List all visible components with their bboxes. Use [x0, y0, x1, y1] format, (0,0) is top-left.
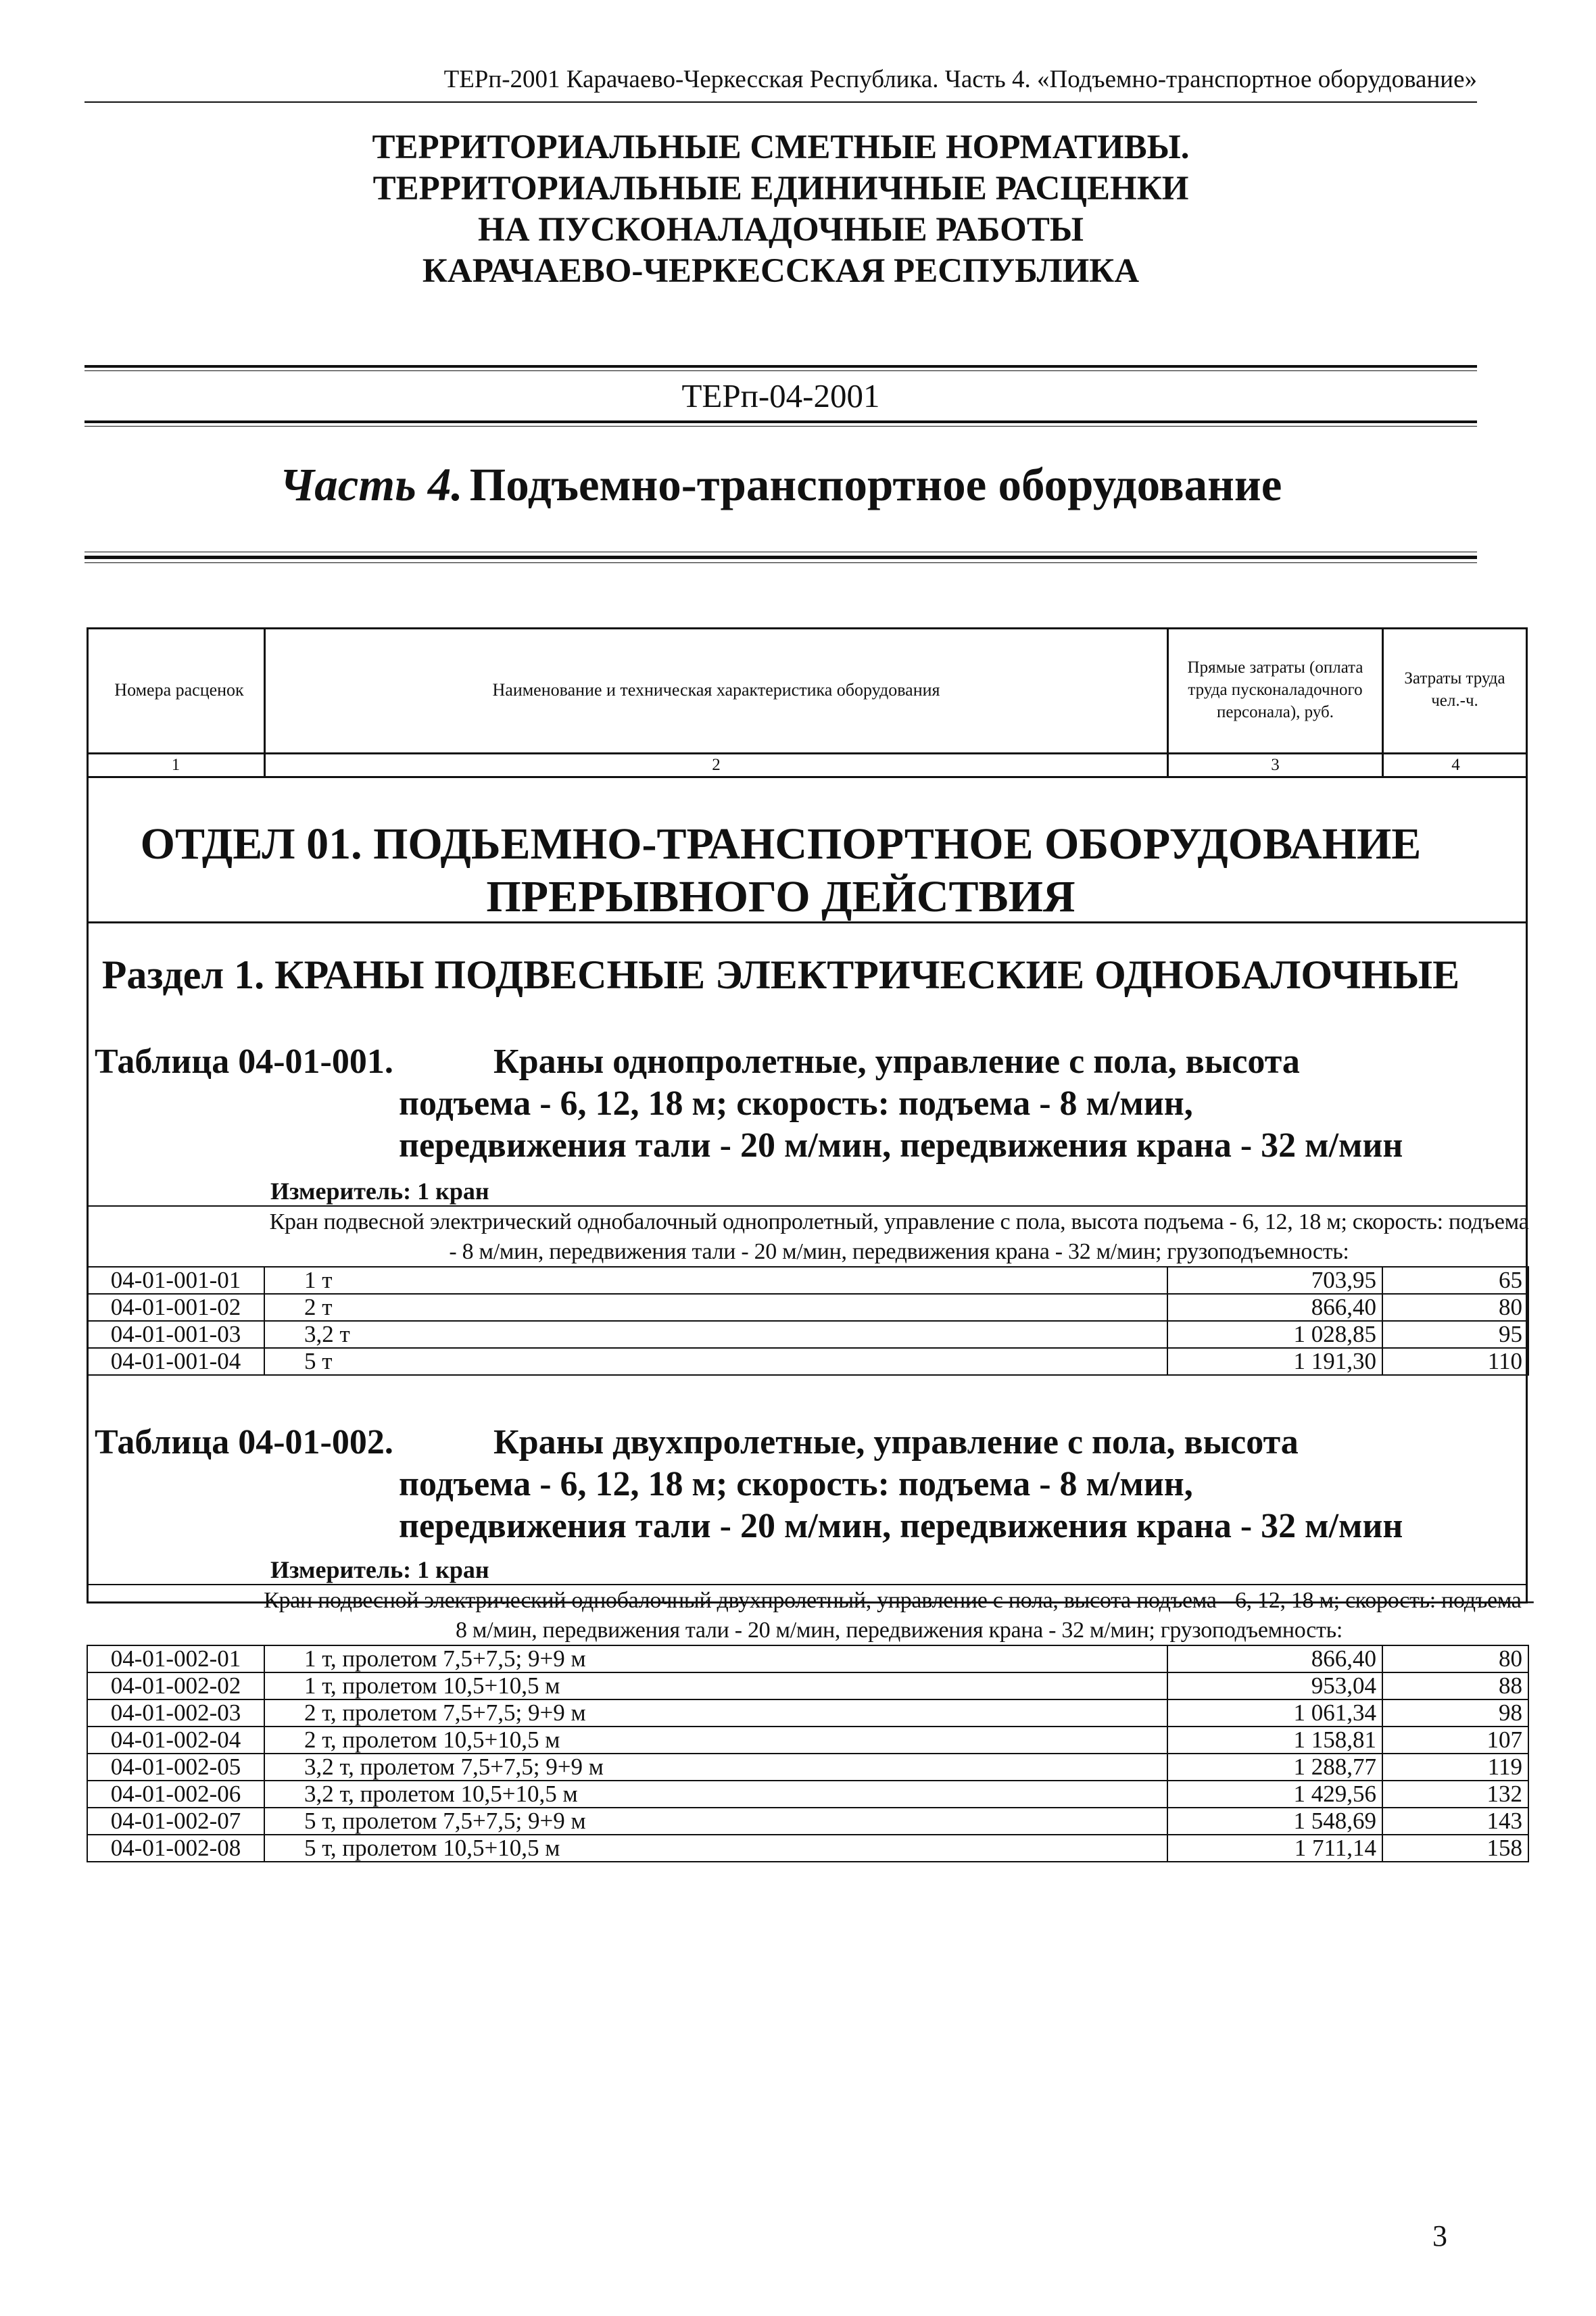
rate-code: 04-01-001-01 [87, 1267, 264, 1294]
rate-cost: 866,40 [1167, 1294, 1382, 1321]
column-number: 1 [171, 756, 180, 774]
table-title [95, 1041, 1521, 1176]
table-title-text: Краны однопролетные, управление с пола, высота подъема - 6, 12, 18 м; скорость: подъема - 8 м/мин, передвижения тали - 20 м/мин, передвижения крана - 32 м/мин [399, 1042, 1403, 1165]
table-row [87, 1699, 1528, 1727]
table-meter: Измеритель: 1 кран [270, 1178, 489, 1205]
header-col-number-text: Номера расценок [114, 679, 244, 700]
rate-labor: 158 [1382, 1835, 1528, 1862]
rate-code: 04-01-002-03 [87, 1699, 264, 1727]
main-title [84, 127, 1477, 292]
rate-code: 04-01-001-02 [87, 1294, 264, 1321]
rate-code: 04-01-002-08 [87, 1835, 264, 1862]
rate-cost: 703,95 [1167, 1267, 1382, 1294]
code-rule-top [84, 365, 1477, 368]
rate-labor: 107 [1382, 1727, 1528, 1754]
header-col-labor-text: Затраты труда чел.-ч. [1404, 669, 1505, 710]
table-description: Кран подвесной электрический однобалочный двухпролетный, управление с пола, высота подъема - 6, 12, 18 м; скорость: подъема - 8 м/мин, передвижения тали - 20 м/мин, передвижения крана - 32 м/мин; грузоподъемность: [264, 1588, 1534, 1643]
rate-code: 04-01-002-02 [87, 1672, 264, 1699]
rate-name: 3,2 т [264, 1321, 1167, 1348]
rate-name: 1 т, пролетом 10,5+10,5 м [264, 1672, 1167, 1699]
rate-name: 1 т, пролетом 7,5+7,5; 9+9 м [264, 1645, 1167, 1672]
description-top-line [87, 1584, 1528, 1585]
rate-code: 04-01-001-04 [87, 1348, 264, 1375]
rate-cost: 1 429,56 [1167, 1781, 1382, 1808]
rate-cost: 1 288,77 [1167, 1754, 1382, 1781]
table-row [87, 1348, 1528, 1375]
part-rule [84, 556, 1477, 559]
code-rule-bottom [84, 420, 1477, 423]
rate-labor: 132 [1382, 1781, 1528, 1808]
rate-cost: 1 711,14 [1167, 1835, 1382, 1862]
rate-labor: 80 [1382, 1294, 1528, 1321]
header-col-name [266, 629, 1167, 750]
table-number: Таблица 04-01-001. [95, 1042, 393, 1081]
table-title [95, 1422, 1521, 1557]
table-row [87, 1808, 1528, 1835]
rates-table [87, 1645, 1529, 1862]
rate-code: 04-01-002-07 [87, 1808, 264, 1835]
column-number: 4 [1451, 756, 1460, 774]
code-rule-top-thin [84, 370, 1477, 371]
section-heading: Раздел 1. КРАНЫ ПОДВЕСНЫЕ ЭЛЕКТРИЧЕСКИЕ ОДНОБАЛОЧНЫЕ [101, 952, 1460, 997]
rate-name: 2 т, пролетом 7,5+7,5; 9+9 м [264, 1699, 1167, 1727]
rate-name: 1 т [264, 1267, 1167, 1294]
rate-cost: 953,04 [1167, 1672, 1382, 1699]
rate-labor: 119 [1382, 1754, 1528, 1781]
table-row [87, 1754, 1528, 1781]
rate-code: 04-01-002-05 [87, 1754, 264, 1781]
rate-code: 04-01-002-04 [87, 1727, 264, 1754]
rate-cost: 866,40 [1167, 1645, 1382, 1672]
rate-labor: 80 [1382, 1645, 1528, 1672]
part-label: Часть 4. [279, 459, 463, 510]
rates-table [87, 1266, 1529, 1376]
header-col-name-text: Наименование и техническая характеристика оборудования [492, 679, 940, 700]
rate-cost: 1 548,69 [1167, 1808, 1382, 1835]
header-col-labor [1384, 629, 1526, 750]
rate-labor: 65 [1382, 1267, 1528, 1294]
rate-cost: 1 061,34 [1167, 1699, 1382, 1727]
rate-code: 04-01-002-01 [87, 1645, 264, 1672]
table-title-text: Краны двухпролетные, управление с пола, высота подъема - 6, 12, 18 м; скорость: подъема - 8 м/мин, передвижения тали - 20 м/мин, передвижения крана - 32 м/мин [399, 1423, 1403, 1545]
rate-name: 2 т, пролетом 10,5+10,5 м [264, 1727, 1167, 1754]
rate-cost: 1 158,81 [1167, 1727, 1382, 1754]
part-title [84, 456, 1477, 513]
page-number: 3 [1432, 2219, 1447, 2252]
rate-code: 04-01-001-03 [87, 1321, 264, 1348]
table-row [87, 1645, 1528, 1672]
rate-name: 3,2 т, пролетом 10,5+10,5 м [264, 1781, 1167, 1808]
table-row [87, 1781, 1528, 1808]
table-meter: Измеритель: 1 кран [270, 1556, 489, 1583]
description-top-line [87, 1205, 1528, 1207]
rate-labor: 88 [1382, 1672, 1528, 1699]
table-row [87, 1727, 1528, 1754]
rate-name: 5 т [264, 1348, 1167, 1375]
header-row-line [87, 776, 1528, 778]
rate-name: 5 т, пролетом 7,5+7,5; 9+9 м [264, 1808, 1167, 1835]
header-col-cost [1169, 629, 1382, 750]
rate-name: 5 т, пролетом 10,5+10,5 м [264, 1835, 1167, 1862]
table-number: Таблица 04-01-002. [95, 1423, 393, 1462]
table-row [87, 1294, 1528, 1321]
rate-name: 3,2 т, пролетом 7,5+7,5; 9+9 м [264, 1754, 1167, 1781]
part-name: Подъемно-транспортное оборудование [469, 459, 1282, 510]
header-rule [84, 101, 1477, 103]
table-row [87, 1835, 1528, 1862]
document-code: ТЕРп-04-2001 [681, 377, 880, 414]
header-row-line [87, 752, 1528, 754]
main-title-line: ТЕРРИТОРИАЛЬНЫЕ ЕДИНИЧНЫЕ РАСЦЕНКИ [372, 170, 1189, 208]
rate-labor: 110 [1382, 1348, 1528, 1375]
column-number: 3 [1271, 756, 1280, 774]
part-rule-thin-2 [84, 562, 1477, 563]
rate-code: 04-01-002-06 [87, 1781, 264, 1808]
main-title-line: КАРАЧАЕВО-ЧЕРКЕССКАЯ РЕСПУБЛИКА [422, 252, 1140, 290]
rate-cost: 1 028,85 [1167, 1321, 1382, 1348]
table-description: Кран подвесной электрический однобалочный однопролетный, управление с пола, высота подъема - 6, 12, 18 м; скорость: подъема - 8 м/мин, передвижения тали - 20 м/мин, передвижения крана - 32 м/мин; грузоподъемность: [269, 1209, 1529, 1264]
header-col-cost-text: Прямые затраты (оплата труда пусконаладочного персонала), руб. [1187, 658, 1363, 721]
rate-labor: 95 [1382, 1321, 1528, 1348]
column-number: 2 [712, 756, 721, 774]
header-col-number [108, 629, 250, 750]
table-row [87, 1321, 1528, 1348]
running-header: ТЕРп-2001 Карачаево-Черкесская Республика. Часть 4. «Подъемно-транспортное оборудование» [443, 66, 1477, 93]
code-rule-bottom-thin [84, 426, 1477, 427]
rate-labor: 98 [1382, 1699, 1528, 1727]
main-title-line: ТЕРРИТОРИАЛЬНЫЕ СМЕТНЫЕ НОРМАТИВЫ. [372, 128, 1190, 166]
rate-labor: 143 [1382, 1808, 1528, 1835]
rate-name: 2 т [264, 1294, 1167, 1321]
main-title-line: НА ПУСКОНАЛАДОЧНЫЕ РАБОТЫ [478, 211, 1084, 249]
table-row [87, 1267, 1528, 1294]
table-row [87, 1672, 1528, 1699]
department-heading: ОТДЕЛ 01. ПОДЬЕМНО-ТРАНСПОРТНОЕ ОБОРУДОВАНИЕ ПРЕРЫВНОГО ДЕЙСТВИЯ [140, 819, 1422, 921]
rate-cost: 1 191,30 [1167, 1348, 1382, 1375]
